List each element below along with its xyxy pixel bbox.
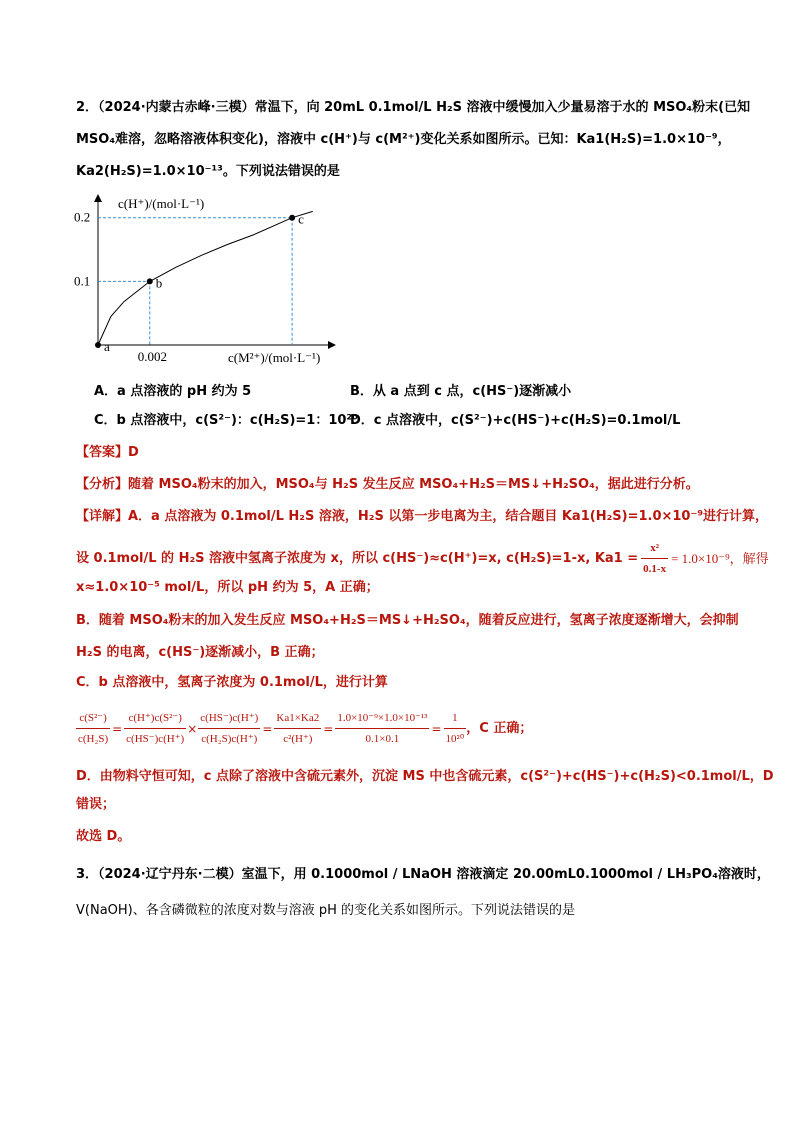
y-tick-label-0.1: 0.1 [74,273,91,289]
q2-detail-b2: H₂S 的电离，c(HS⁻)逐渐减小，B 正确； [76,645,324,660]
q2-option-a[interactable]: A．a 点溶液的 pH 约为 5 [94,384,252,399]
ka1-fraction-num: x² [641,538,668,559]
x-tick-label-0.002: 0.002 [137,349,168,364]
eq-frac-4: $\frac{Ka1\times Ka2}{\text{c²(H⁺)}}$ [274,708,321,749]
q2-option-d[interactable]: D．c 点溶液中，c(S²⁻)+c(HS⁻)+c(H₂S)=0.1mol/L [350,413,681,428]
q3-stem-line1: 3．（2024·辽宁丹东·二模）室温下，用 0.1000mol / LNaOH 溶液滴定 20.00mL0.1000mol / LH₃PO₄溶液时， [76,867,770,882]
q2-stem-line2: MSO₄难溶，忽略溶液体积变化)，溶液中 c(H⁺)与 c(M²⁺)变化关系如图所示。已知：Ka1(H₂S)=1.0×10⁻⁹， [76,132,731,147]
detail-a2-post: = 1.0×10⁻⁹，解得 [671,550,769,566]
q2-option-c[interactable]: C．b 点溶液中，c(S²⁻)：c(H₂S)=1：10²⁰ [94,413,358,428]
eq-frac-1: $\frac{\text{c(S²⁻)}}{\text{c(H₂S)}}$ [76,708,110,749]
q2-detail-d1: D．由物料守恒可知，c 点除了溶液中含硫元素外，沉淀 MS 中也含硫元素，c(S²⁻)+c(HS⁻)+c(H₂S)<0.1mol/L，D [76,769,774,784]
ka1-fraction-den: 0.1-x [643,563,667,575]
q2-answer: 【答案】D [76,445,139,460]
q2-stem-line1: 2．（2024·内蒙古赤峰·三模）常温下，向 20mL 0.1mol/L H₂S 溶液中缓慢加入少量易溶于水的 MSO₄粉末(已知 [76,100,751,115]
eq-frac-5: $\frac{\text{1.0×10⁻⁹×1.0×10⁻¹³}}{0.1\times 0.1}$ [335,708,429,749]
q2-analysis: 【分析】随着 MSO₄粉末的加入，MSO₄与 H₂S 发生反应 MSO₄+H₂S＝MS↓+H₂SO₄，据此进行分析。 [76,477,699,492]
q3-stem-line2: V(NaOH)、各含磷微粒的浓度对数与溶液 pH 的变化关系如图所示。下列说法错误的是 [76,903,576,918]
eq-frac-3: $\frac{c(HS^-)c(H^+)}{\text{c(H₂S)c(H⁺)}}$ [198,708,260,749]
detail-c-post: ，C 正确； [466,720,533,736]
q2-stem-line3: Ka2(H₂S)=1.0×10⁻¹³。下列说法错误的是 [76,164,340,179]
q2-detail-c-equation: $\frac{\text{c(S²⁻)}}{\text{c(H₂S)}}$ = $\frac{\text{c(H⁺)c(S²⁻)}}{c(HS^-)c(H^+)}$ × $\frac{c(HS^-)c(H^+)}{\text{c(H₂S)c(H⁺)}}$ = $\frac{Ka1\times Ka2}{\text{c²(H⁺)}}$ = $\frac{\text{1.0×10⁻⁹×1.0×10⁻¹³}}{0.1\times 0.1}$ = $\frac{1}{\text{10²⁰}}$ ，C 正确； [76,708,532,749]
q2-chart [70,190,360,370]
q2-detail-a1: 【详解】A．a 点溶液为 0.1mol/L H₂S 溶液，H₂S 以第一步电离为主，结合题目 Ka1(H₂S)=1.0×10⁻⁹进行计算， [76,509,769,524]
point-a [95,342,101,348]
eq-frac-2: $\frac{\text{c(H⁺)c(S²⁻)}}{c(HS^-)c(H^+)}$ [124,708,186,749]
y-tick-label-0.2: 0.2 [74,209,91,225]
detail-a2-pre: 设 0.1mol/L 的 H₂S 溶液中氢离子浓度为 x，所以 c(HS⁻)≈c(H⁺)=x, c(H₂S)=1-x, Ka1 = [76,550,639,566]
q2-detail-d2: 错误； [76,797,116,812]
q2-detail-a2 [76,538,769,579]
point-label-a: a [104,339,110,354]
point-b [147,278,153,284]
q2-conclusion: 故选 D。 [76,829,131,844]
eq-frac-6: $\frac{1}{\text{10²⁰}}$ [444,708,467,749]
point-label-b: b [155,275,163,291]
q2-detail-b1: B．随着 MSO₄粉末的加入发生反应 MSO₄+H₂S＝MS↓+H₂SO₄，随着反应进行，氢离子浓度逐渐增大，会抑制 [76,613,739,628]
x-axis-label: c(M²⁺)/(mol·L⁻¹) [228,350,321,365]
point-label-c: c [298,211,304,227]
q2-detail-c1: C．b 点溶液中，氢离子浓度为 0.1mol/L，进行计算 [76,675,388,690]
ka1-fraction [641,538,668,579]
point-c [289,215,295,221]
q2-detail-a3: x≈1.0×10⁻⁵ mol/L，所以 pH 约为 5，A 正确； [76,580,379,595]
data-curve [98,211,313,345]
y-axis-label: c(H⁺)/(mol·L⁻¹) [118,196,205,211]
q2-option-b[interactable]: B．从 a 点到 c 点，c(HS⁻)逐渐减小 [350,384,572,399]
